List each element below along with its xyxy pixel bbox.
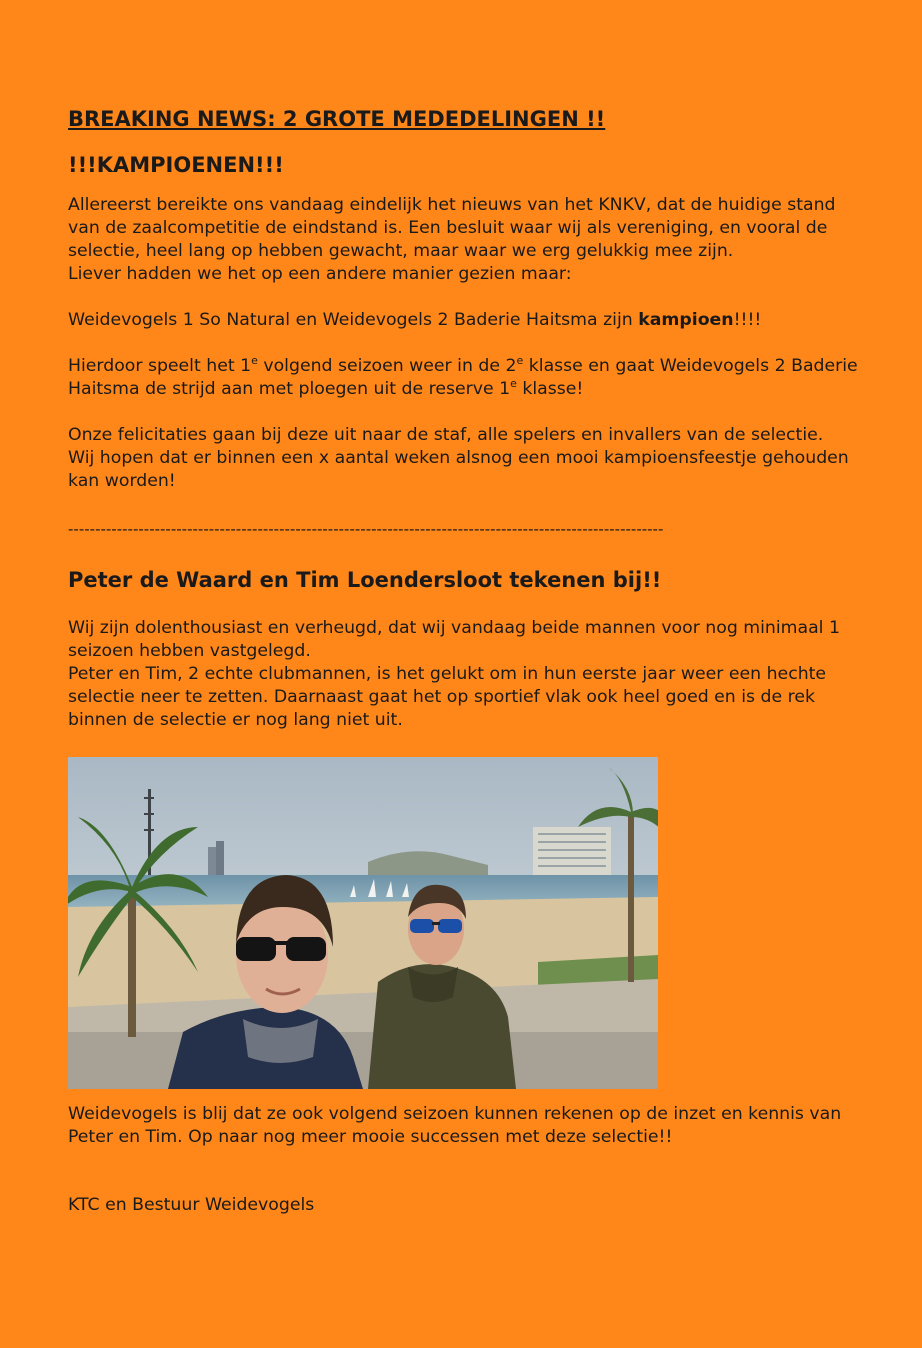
congratulations-paragraph bbox=[68, 424, 888, 493]
signing-paragraph bbox=[68, 617, 888, 732]
superscript: e bbox=[510, 377, 517, 391]
congrats-line: Onze felicitaties gaan bij deze uit naar de staf, alle spelers en invallers van de selectie. bbox=[68, 425, 824, 445]
page-title: BREAKING NEWS: 2 GROTE MEDEDELINGEN !! bbox=[68, 107, 606, 131]
superscript: e bbox=[251, 354, 258, 368]
newsletter-page bbox=[68, 104, 888, 1217]
signature: KTC en Bestuur Weidevogels bbox=[68, 1195, 315, 1215]
intro-line: van de zaalcompetitie de eindstand is. Een besluit waar wij als vereniging, en vooral de bbox=[68, 218, 828, 238]
league-text: klasse en gaat Weidevogels 2 Baderie bbox=[523, 356, 858, 376]
intro-line: selectie, heel lang op hebben gewacht, maar waar we erg gelukkig mee zijn. bbox=[68, 241, 734, 261]
congrats-line: kan worden! bbox=[68, 471, 176, 491]
beach-selfie-photo bbox=[68, 757, 658, 1089]
champions-bold-word: kampioen bbox=[638, 310, 734, 330]
league-paragraph bbox=[68, 355, 888, 401]
congrats-line: Wij hopen dat er binnen een x aantal weken alsnog een mooi kampioensfeestje gehouden bbox=[68, 448, 849, 468]
league-text: Hierdoor speelt het 1 bbox=[68, 356, 252, 376]
intro-paragraph bbox=[68, 194, 888, 286]
champions-exclaim: !!!! bbox=[733, 310, 762, 330]
signing-line: Peter en Tim, 2 echte clubmannen, is het gelukt om in hun eerste jaar weer een hechte bbox=[68, 664, 827, 684]
dashed-divider: -------------------------------------------------------------------------------------------------------------- bbox=[68, 520, 664, 538]
superscript: e bbox=[516, 354, 524, 368]
league-text: volgend seizoen weer in de 2 bbox=[257, 356, 517, 376]
champions-heading: !!!KAMPIOENEN!!! bbox=[68, 153, 284, 177]
champions-paragraph bbox=[68, 309, 888, 332]
intro-line: Liever hadden we het op een andere manier gezien maar: bbox=[68, 264, 572, 284]
signing-line: Wij zijn dolenthousiast en verheugd, dat wij vandaag beide mannen voor nog minimaal 1 bbox=[68, 618, 840, 638]
league-text: klasse! bbox=[516, 379, 584, 399]
league-text: Haitsma de strijd aan met ploegen uit de reserve 1 bbox=[68, 379, 511, 399]
closing-paragraph bbox=[68, 1103, 888, 1149]
signing-line: seizoen hebben vastgelegd. bbox=[68, 641, 311, 661]
closing-line: Weidevogels is blij dat ze ook volgend seizoen kunnen rekenen op de inzet en kennis van bbox=[68, 1104, 842, 1124]
intro-line: Allereerst bereikte ons vandaag eindelijk het nieuws van het KNKV, dat de huidige stand bbox=[68, 195, 836, 215]
champions-text: Weidevogels 1 So Natural en Weidevogels 2 Baderie Haitsma zijn bbox=[68, 310, 639, 330]
signing-line: binnen de selectie er nog lang niet uit. bbox=[68, 710, 403, 730]
closing-line: Peter en Tim. Op naar nog meer mooie successen met deze selectie!! bbox=[68, 1127, 673, 1147]
signing-heading: Peter de Waard en Tim Loendersloot tekenen bij!! bbox=[68, 568, 662, 592]
signing-line: selectie neer te zetten. Daarnaast gaat het op sportief vlak ook heel goed en is de rek bbox=[68, 687, 816, 707]
